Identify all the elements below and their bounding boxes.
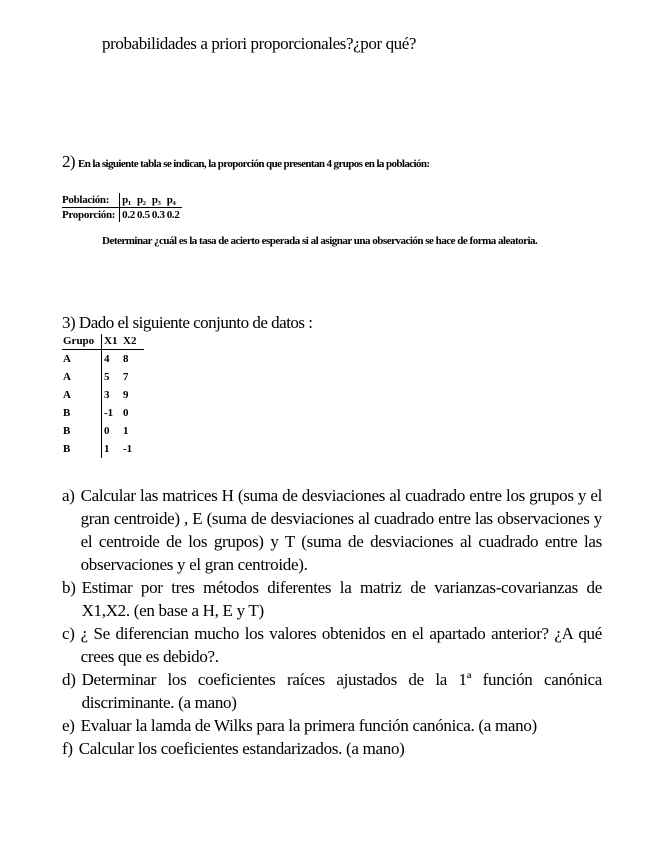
list-item [62,737,602,760]
cell-x1: 1 [102,440,120,458]
header-grupo: Grupo [62,334,102,350]
population-cell: p₃ [151,193,161,206]
item-text: Calcular los coeficientes estandarizados. (a mano) [78,739,405,758]
data-table-header [62,334,144,350]
cell-x2: 8 [123,353,129,365]
cell-x2: 0 [123,407,129,419]
cell-x2: 7 [123,371,129,383]
header-x1: X1 [102,334,120,350]
question-2-statement [62,152,429,172]
data-table [62,334,144,458]
table-row [62,440,144,458]
proportion-row [62,208,182,223]
cell-x2: -1 [123,443,133,455]
cell-x1: -1 [102,404,120,422]
population-cell: p₁ [120,193,137,208]
population-label: Población: [62,193,110,206]
cell-grupo: B [63,425,71,437]
item-text: Determinar los coeficientes raíces ajustados de la 1ª función canónica discriminante. (a mano) [81,670,602,712]
item-text: ¿ Se diferencian mucho los valores obtenidos en el apartado anterior? ¿A qué crees que es debido?. [80,624,602,666]
list-item [62,622,602,668]
item-label: b) [62,578,76,597]
table-row [62,404,144,422]
item-text: Estimar por tres métodos diferentes la matriz de varianzas-covarianzas de X1,X2. (en base a H, E y T) [81,578,602,620]
cell-x2: 9 [123,389,129,401]
population-cell: p₄ [166,193,176,206]
proportion-cell: 0.3 [151,208,165,221]
proportion-label: Proporción: [62,208,120,223]
list-item [62,668,602,714]
intro-line: probabilidades a priori proporcionales?¿por qué? [102,34,417,53]
cell-x1: 5 [102,368,120,386]
question-3-heading: 3) Dado el siguiente conjunto de datos : [62,313,313,332]
table-row [62,422,144,440]
item-label: c) [62,624,75,643]
cell-grupo: A [63,389,71,401]
question-2-number: 2) [62,152,75,171]
header-x2: X2 [119,334,144,350]
cell-x1: 4 [102,350,120,369]
cell-x1: 3 [102,386,120,404]
item-label: e) [62,716,75,735]
list-item [62,714,602,737]
population-cell: p₂ [136,193,146,206]
cell-grupo: B [63,443,71,455]
item-text: Calcular las matrices H (suma de desviaciones al cuadrado entre los grupos y el gran centroide) , E (suma de desviaciones al cuadrado entre las observaciones y el centroide de los grupos) y T (suma de desviaciones al cuadrado entre las observaciones y el gran centroide). [80,486,602,574]
proportion-cell: 0.5 [136,208,150,221]
table-row [62,350,144,369]
item-label: f) [62,739,73,758]
question-2-text: En la siguiente tabla se indican, la proporción que presentan 4 grupos en la población: [77,158,430,170]
item-label: a) [62,486,75,505]
item-label: d) [62,670,76,689]
proportion-table [62,193,182,222]
cell-grupo: B [63,407,71,419]
table-row [62,386,144,404]
proportion-cell: 0.2 [166,208,180,221]
cell-x1: 0 [102,422,120,440]
question-2-task: Determinar ¿cuál es la tasa de acierto esperada si al asignar una observación se hace de forma aleatoria. [102,235,538,247]
table-row [62,368,144,386]
cell-grupo: A [63,353,71,365]
cell-grupo: A [63,371,71,383]
population-row [62,193,182,208]
item-text: Evaluar la lamda de Wilks para la primera función canónica. (a mano) [80,716,537,735]
question-3-items [62,484,602,760]
list-item [62,576,602,622]
list-item [62,484,602,576]
cell-x2: 1 [123,425,129,437]
proportion-cell: 0.2 [120,208,137,223]
